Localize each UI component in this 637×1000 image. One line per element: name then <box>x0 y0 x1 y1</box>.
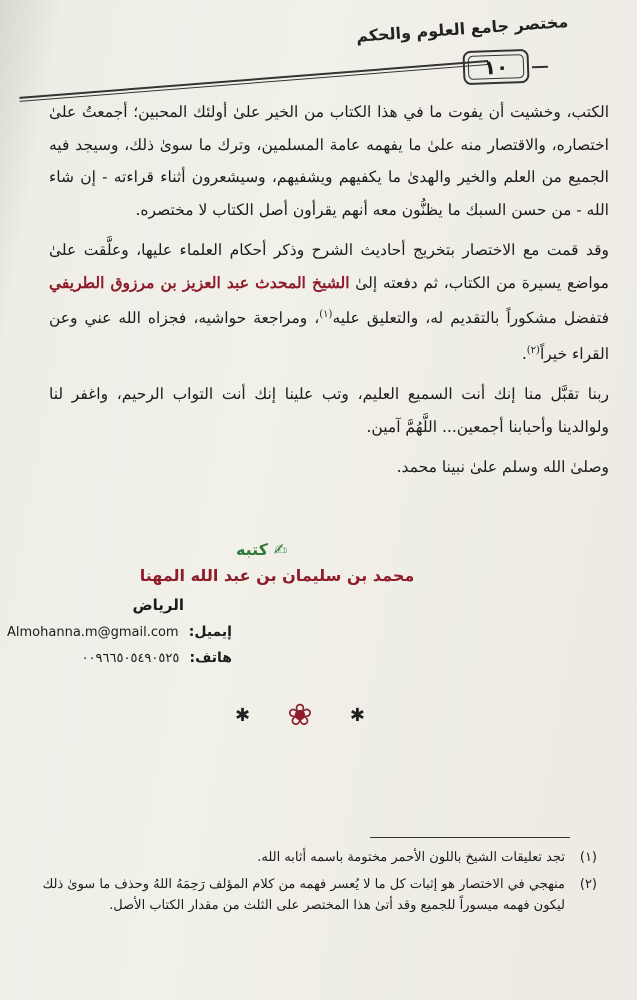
body-text <box>49 96 609 492</box>
signature-block <box>0 540 637 680</box>
paragraph-1: الكتب، وخشيت أن يفوت ما في هذا الكتاب من الخير علىٰ أولئك المحبين؛ أجمعتُ علىٰ اختصاره، والاقتصار منه علىٰ ما يفهمه عامة المسلمين، وترك ما سوىٰ ذلك، وسيجد فيه الجميع من العلم والخير والهدىٰ ما يكفيهم ويشفيهم، وسيشعرون أثناء قراءته - إن شاء الله - من حسن السبك ما يظنُّون معه أنهم يقرأون أصل الكتاب لا مختصره. <box>49 103 609 219</box>
paragraph-3: ربنا تقبَّل منا إنك أنت السميع العليم، وتب علينا إنك أنت التواب الرحيم، واغفر لنا ولوالدينا وأحبابنا أجمعين... اللَّهُمَّ آمين. <box>49 385 609 436</box>
page-number-text: ١٠ <box>483 54 509 80</box>
phone-number[interactable]: ٠٠٩٦٦٥٠٥٤٩٠٥٢٥ <box>81 651 180 666</box>
sheikh-name: الشيخ المحدث عبد العزيز بن مرزوق الطريفي <box>49 272 350 292</box>
phone-label: هاتف: <box>189 650 232 666</box>
paragraph-2-text-a: وقد قمت مع الاختصار بتخريج أحاديث الشرح وذكر أحكام العلماء عليها، وعلَّقت علىٰ مواضع يسيرة من الكتاب، ثم دفعته إلىٰ <box>49 241 609 292</box>
footnote-number: (٢) <box>579 877 597 892</box>
author-name: محمد بن سليمان بن عبد الله المهنا <box>139 566 415 585</box>
page-number-dash <box>532 66 548 69</box>
email-label: إيميل: <box>188 624 232 640</box>
footnote-1 <box>42 847 597 868</box>
email-row <box>7 624 232 640</box>
running-title: مختصر جامع العلوم والحكم <box>355 12 569 46</box>
header-rule <box>19 60 488 99</box>
author-city: الرياض <box>132 596 184 614</box>
paragraph-2-text-d: . <box>521 344 527 363</box>
signature-heading <box>236 540 287 559</box>
pen-icon: ✍ <box>273 540 287 559</box>
paragraph-4: وصلىٰ الله وسلم علىٰ نبينا محمد. <box>396 458 609 477</box>
page-number <box>462 49 529 85</box>
paragraph-2 <box>49 234 609 370</box>
asterisk-ornament-left: ✱ <box>235 705 251 726</box>
paragraph-2-text-b: فتفضل مشكوراً بالتقديم له، والتعليق عليه <box>332 309 609 328</box>
footnote-2 <box>42 874 597 916</box>
footnote-ref-2[interactable]: (٢) <box>526 344 540 356</box>
asterisk-ornament-right: ✱ <box>349 705 365 726</box>
footnote-text: منهجي في الاختصار هو إثبات كل ما لا يُعسر فهمه من كلام المؤلف رَحِمَهُ اللهُ وحذف ما سوىٰ ذلك ليكون فهمه ميسوراً للجميع وقد أتىٰ هذا المختصر على الثلث من مقدار الكتاب الأصل. <box>42 877 565 913</box>
ornament-divider <box>235 698 365 733</box>
footnote-text: تجد تعليقات الشيخ باللون الأحمر مختومة باسمه أثابه الله. <box>257 850 565 865</box>
footnotes <box>42 847 597 922</box>
footnote-separator <box>370 837 570 838</box>
footnote-number: (١) <box>579 850 597 865</box>
signature-heading-text: كتبه <box>235 540 269 559</box>
email-link[interactable]: Almohanna.m@gmail.com <box>7 625 179 640</box>
phone-row <box>82 650 232 666</box>
footnote-ref-1[interactable]: (١) <box>319 309 333 320</box>
flower-ornament-icon: ❀ <box>287 698 313 733</box>
paragraph-2-text-c: ، ومراجعة حواشيه، فجزاه الله عني وعن القراء خيراً <box>49 309 609 363</box>
